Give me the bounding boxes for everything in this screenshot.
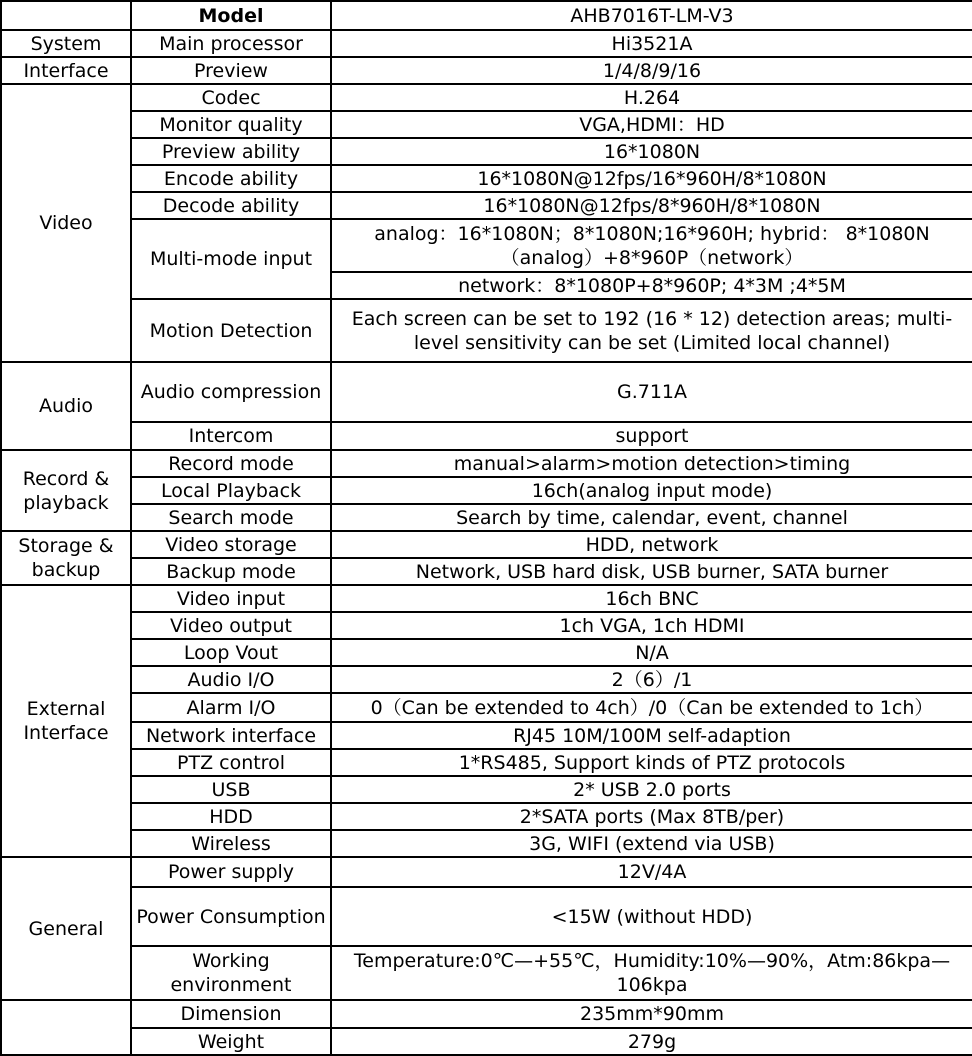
category-video: Video [1, 84, 131, 362]
encode-ability-label: Encode ability [131, 165, 331, 192]
weight-label: Weight [131, 1028, 331, 1055]
monitor-quality-label: Monitor quality [131, 111, 331, 138]
table-row [1, 477, 972, 504]
backup-mode-value: Network, USB hard disk, USB burner, SATA burner [331, 558, 972, 585]
wireless-value: 3G, WIFI (extend via USB) [331, 830, 972, 857]
table-row [1, 585, 972, 612]
encode-ability-value: 16*1080N@12fps/16*960H/8*1080N [331, 165, 972, 192]
category-audio: Audio [1, 362, 131, 450]
table-row [1, 192, 972, 219]
preview-ability-label: Preview ability [131, 138, 331, 165]
table-row [1, 1, 972, 30]
audio-compression-label: Audio compression [131, 362, 331, 422]
motion-detection-value: Each screen can be set to 192 (16 * 12) detection areas; multi-level sensitivity can be set (Limited local channel) [331, 299, 972, 362]
table-row [1, 722, 972, 749]
monitor-quality-value: VGA,HDMI：HD [331, 111, 972, 138]
table-row [1, 57, 972, 84]
category-storage-backup: Storage & backup [1, 531, 131, 585]
table-row [1, 803, 972, 830]
dimension-label: Dimension [131, 1000, 331, 1028]
motion-detection-label: Motion Detection [131, 299, 331, 362]
multi-mode-input-label: Multi-mode input [131, 219, 331, 299]
search-mode-value: Search by time, calendar, event, channel [331, 504, 972, 531]
category-physical [1, 1000, 131, 1055]
table-row [1, 666, 972, 693]
audio-compression-value: G.711A [331, 362, 972, 422]
table-row [1, 219, 972, 272]
usb-value: 2* USB 2.0 ports [331, 776, 972, 803]
local-playback-value: 16ch(analog input mode) [331, 477, 972, 504]
model-label: Model [131, 1, 331, 30]
table-row [1, 558, 972, 585]
table-row [1, 84, 972, 111]
table-row [1, 693, 972, 722]
table-row [1, 830, 972, 857]
table-row [1, 639, 972, 666]
table-row [1, 1028, 972, 1055]
table-row [1, 531, 972, 558]
video-input-value: 16ch BNC [331, 585, 972, 612]
intercom-label: Intercom [131, 422, 331, 450]
preview-ability-value: 16*1080N [331, 138, 972, 165]
audio-io-label: Audio I/O [131, 666, 331, 693]
table-row [1, 30, 972, 57]
table-row [1, 422, 972, 450]
network-interface-value: RJ45 10M/100M self-adaption [331, 722, 972, 749]
video-output-label: Video output [131, 612, 331, 639]
table-row [1, 946, 972, 1000]
codec-value: H.264 [331, 84, 972, 111]
power-supply-value: 12V/4A [331, 857, 972, 887]
category-interface: Interface [1, 57, 131, 84]
video-storage-label: Video storage [131, 531, 331, 558]
hdd-value: 2*SATA ports (Max 8TB/per) [331, 803, 972, 830]
local-playback-label: Local Playback [131, 477, 331, 504]
table-row [1, 450, 972, 477]
alarm-io-label: Alarm I/O [131, 693, 331, 722]
intercom-value: support [331, 422, 972, 450]
category-external-interface: External Interface [1, 585, 131, 857]
decode-ability-label: Decode ability [131, 192, 331, 219]
table-row [1, 776, 972, 803]
main-processor-label: Main processor [131, 30, 331, 57]
multi-mode-input-analog-value: analog：16*1080N；8*1080N;16*960H; hybrid： 8*1080N（analog）+8*960P（network） [331, 219, 972, 272]
table-row [1, 138, 972, 165]
wireless-label: Wireless [131, 830, 331, 857]
search-mode-label: Search mode [131, 504, 331, 531]
working-environment-label: Working environment [131, 946, 331, 1000]
usb-label: USB [131, 776, 331, 803]
loop-vout-value: N/A [331, 639, 972, 666]
video-input-label: Video input [131, 585, 331, 612]
codec-label: Codec [131, 84, 331, 111]
table-row [1, 612, 972, 639]
ptz-control-label: PTZ control [131, 749, 331, 776]
power-supply-label: Power supply [131, 857, 331, 887]
weight-value: 279g [331, 1028, 972, 1055]
dimension-value: 235mm*90mm [331, 1000, 972, 1028]
table-row [1, 1000, 972, 1028]
table-row [1, 362, 972, 422]
loop-vout-label: Loop Vout [131, 639, 331, 666]
table-row [1, 504, 972, 531]
video-output-value: 1ch VGA, 1ch HDMI [331, 612, 972, 639]
record-mode-value: manual>alarm>motion detection>timing [331, 450, 972, 477]
model-value: AHB7016T-LM-V3 [331, 1, 972, 30]
ptz-control-value: 1*RS485, Support kinds of PTZ protocols [331, 749, 972, 776]
category-general: General [1, 857, 131, 1000]
working-environment-value: Temperature:0℃—+55℃，Humidity:10%—90%，Atm:86kpa—106kpa [331, 946, 972, 1000]
preview-value: 1/4/8/9/16 [331, 57, 972, 84]
audio-io-value: 2（6）/1 [331, 666, 972, 693]
hdd-label: HDD [131, 803, 331, 830]
category-system: System [1, 30, 131, 57]
table-row [1, 299, 972, 362]
table-row [1, 887, 972, 946]
video-storage-value: HDD, network [331, 531, 972, 558]
alarm-io-value: 0（Can be extended to 4ch）/0（Can be extended to 1ch） [331, 693, 972, 722]
blank-cell [1, 1, 131, 30]
table-row [1, 857, 972, 887]
main-processor-value: Hi3521A [331, 30, 972, 57]
preview-label: Preview [131, 57, 331, 84]
table-row [1, 749, 972, 776]
network-interface-label: Network interface [131, 722, 331, 749]
record-mode-label: Record mode [131, 450, 331, 477]
table-row [1, 165, 972, 192]
decode-ability-value: 16*1080N@12fps/8*960H/8*1080N [331, 192, 972, 219]
power-consumption-label: Power Consumption [131, 887, 331, 946]
multi-mode-input-network-value: network：8*1080P+8*960P; 4*3M ;4*5M [331, 272, 972, 299]
power-consumption-value: <15W (without HDD) [331, 887, 972, 946]
category-record-playback: Record & playback [1, 450, 131, 531]
backup-mode-label: Backup mode [131, 558, 331, 585]
table-row [1, 111, 972, 138]
